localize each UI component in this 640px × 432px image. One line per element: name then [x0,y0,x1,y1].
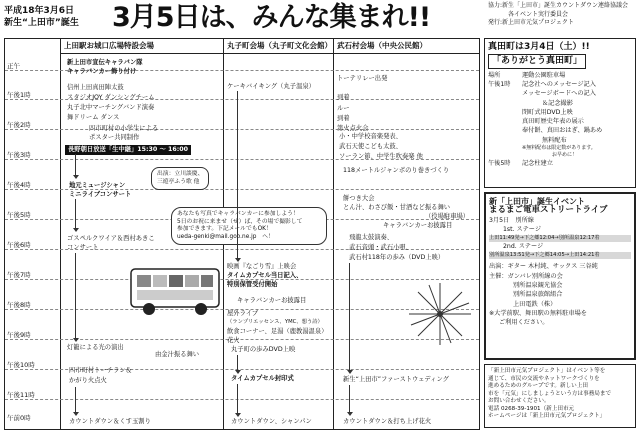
org-line: 発行:新上田市元気プロジェクト [488,19,574,27]
time-label: 午後1時 [488,80,511,88]
event-item: かがり火点火 [69,377,107,384]
event-item: 武石村118年の歩み（DVD上映） [349,254,445,261]
note-line: 市を「元気」にしましょうという方は事務局まで [488,390,612,397]
page-title: 3月5日は、みんな集まれ!! [112,2,431,33]
note: ※大学前駅、舞田駅の無料駐車場を [489,309,587,317]
event-item: 新上田市宣伝キャラバン隊 [67,59,143,66]
event-item: とん汁、わさび飯・甘酒など振る舞い [343,204,451,211]
event-item: 舞ドリーム ダンス [67,114,120,121]
time-label: 午後11時 [7,391,35,399]
live-title: 新「上田市」誕生イベント [489,197,585,206]
note-line: お問い合わせください。 [488,398,550,405]
date-block [4,6,92,29]
event-item: ケーキバイキング（丸子温泉） [227,83,315,90]
organizer-block [488,2,638,28]
program-item: 奉付餅、真田おはぎ、鍋あめ [522,127,603,135]
event-item: 地元ミュージシャン [69,182,126,189]
arrow-icon [349,263,350,371]
program-item: 閉町式用DVD上映 [522,108,573,116]
time-label: 午後2時 [7,121,31,129]
sanada-panel [484,38,636,188]
bubble-line: 参加できます。下記メールでもOK！ [177,226,272,233]
time-label: 午後6時 [7,241,31,249]
program-item: 無料配布 [542,136,567,144]
event-item: カウントダウン＆打ち上げ花火 [343,418,432,425]
divider [333,39,334,429]
arrow-icon [75,387,76,413]
time-label: 午後5時 [7,211,31,219]
event-item: 四市町村トーチラン＆ [69,367,132,374]
event-item: 丸子北中マーチングバンド演奏 [67,104,155,111]
arrow-icon [237,384,238,414]
divider [60,39,61,429]
time-label: 正午 [7,62,20,70]
field-label: 場所 [488,71,501,79]
event-item: 小・中学校音楽発表、 [339,133,402,140]
stage-detail: 別所温泉13:51発→下之郷14:05→上田14:21着 [489,252,631,260]
field-value: 運動公園駐車場 [522,71,566,79]
event-item: 武石天使こども太鼓、 [339,143,402,150]
event-item: ゴスペルクワイア＆西村あきこ [67,235,155,242]
live-date: 3月5日 別所線 [489,216,534,224]
fireworks-icon [405,279,475,349]
organizer: 別所温泉旅館組合 [513,291,563,299]
time-label: 午後1時 [7,91,31,99]
arrow-icon [75,154,76,176]
event-item: （ランプリエッセンス、YMC、想う詩） [227,319,323,325]
note: ※無料配布は限定数があります。 [522,145,596,152]
time-label: 午後7時 [7,271,31,279]
performers: 出演：ギター 木村純、サックス 三谷純 [489,263,598,271]
event-item: カウントダウン＆くす玉割り [69,418,151,425]
event-item: スタジオJOY ダンシングチーム [67,94,155,101]
time-label: 午後8時 [7,301,31,309]
event-item: ポスター共同制作 [89,134,140,141]
time-label: 午後3時 [7,151,31,159]
email-link[interactable]: ueda-genki@mail.goo.ne.jp へ！ [177,233,274,240]
note-line: ホームページは「新上田市元気プロジェクト」 [488,413,606,420]
note: お早めに！ [552,152,578,159]
time-label: 午前0時 [7,414,31,422]
subtitle: 新生“上田市”誕生 [4,17,79,28]
event-item: キャラバンカー飾り付け [67,68,137,75]
caravan-bus-icon [127,263,223,319]
program-item: 記念柱建立 [522,160,553,168]
organizer: 上田電鉄（株） [513,300,557,308]
event-item: 映画『なごり雪』上映会 [227,263,297,270]
event-item: 由金汁振る舞い [155,351,200,358]
time-label: 午後4時 [7,181,31,189]
time-label: 午後10時 [7,361,35,369]
program-item: 真田町歴史年表の展示 [522,118,584,126]
event-item: ソーラン節、中学生吹奏楽 他 [339,153,423,160]
program-item: ＆記念撮影 [542,99,573,107]
stage-detail: 上田11:49発→下之郷12:04→別所温泉12:17着 [489,235,631,243]
bubble-line: 5日のお祝に来ませ（せ）ば、その場で撮影して [177,218,303,225]
hour-line [5,399,479,400]
event-item: 灯籠による光の演出 [67,344,124,351]
note: ご利用ください。 [499,319,549,327]
event-item: ルー [337,105,350,112]
event-item: 丸子町の歩みDVD上映 [231,346,296,353]
guest-line: 三遊亭ふう歌 他 [157,178,200,185]
event-item: 四市町村の小学生による [89,125,159,132]
live-subtitle: まるまご電車ストリートライブ [489,205,608,216]
event-item: タイムカプセル当日記入、 [227,272,303,279]
organizer: 主催：ガンバレ別所線の会 [489,272,563,280]
time-label: 午後5時 [488,160,511,168]
broadcast-badge: 長野朝日放送「生中継」15:30 ～ 16:00 [65,145,191,155]
column-header-maruko: 丸子町会場（丸子町文化会館） [223,39,333,54]
event-item: トーテリレー出発 [337,75,388,82]
event-item: コンサート [67,244,99,251]
org-line: 各イベント実行委員会 [508,10,569,18]
event-item: 特別保管受付開始 [227,281,278,288]
arrow-icon [75,199,76,229]
guest-line: 出演：立川談慶、 [157,171,204,177]
event-item: キャラバンカーお披露目 [237,297,307,304]
column-header-takeshi: 武石村会場（中央公民館） [333,39,479,54]
note-line: 進めるためのグループです。新しい上田 [488,383,588,390]
time-label: 午後9時 [7,331,31,339]
event-item: （役場駐車場） [425,213,470,220]
event-item: 到着 [337,94,350,101]
project-note [484,364,636,428]
hour-line [5,129,479,130]
event-item: 武石音頭・武石小唄、 [349,244,412,251]
organizer: 別所温泉観光協会 [513,282,563,290]
event-item: 花火 [227,337,240,344]
program-item: メッセージボードへの記入 [522,90,596,98]
guest-bubble [151,167,209,190]
event-item: 信州上田真田陣太鼓 [67,84,124,91]
note-line: 電話 0268-39-1901（新上田市元 [488,405,575,412]
event-item: 飲食コーナー、足湯（鹿教湯温泉） [227,328,328,335]
arrow-icon [349,385,350,413]
event-item: カウントダウン、シャンパン [231,418,312,425]
schedule-table [4,38,480,430]
event-item: 餅つき大会 [343,195,375,202]
event-item: 到着 [337,115,350,122]
program-item: 記念社へのメッセージ記入 [522,80,596,88]
street-live-panel [484,192,636,360]
stage-label: 1st. ステージ [503,226,542,234]
bubble-line: あなたも写真でキャラバンカーに参加しよう！ [177,211,299,217]
note-line: 通じて、市民の交流やネットワークづくりを [488,375,600,382]
event-item: 第火点火会 [337,125,369,132]
sanada-title: 真田町は3月4日（土）!! [488,42,590,52]
event-item: 118メートルジャンボのり巻きづくり [343,167,450,174]
event-item: 飛龍太鼓演奏、 [349,234,394,241]
arrow-icon [75,253,76,339]
event-item: タイムカプセル封印式 [231,375,294,382]
issue-date: 平成18年3月6日 [4,6,75,16]
event-item: 屋外ライブ [227,310,259,317]
event-item: ミニライブコンサート [69,191,132,198]
arrow-icon [237,91,238,259]
event-item: キャラバンカーお披露目 [383,222,453,229]
column-header-ueda: 上田駅お城口広場特設会場 [60,39,223,54]
org-line: 協力:新生「上田市」誕生カウントダウン連絡協議会 [488,2,629,9]
event-item: 新生“上田市”ファーストウェディング [343,376,449,383]
photo-invite-bubble [171,207,327,245]
sanada-subtitle: 「ありがとう真田町」 [488,54,586,68]
stage-label: 2nd. ステージ [503,243,544,251]
arrow-icon [237,355,238,371]
note-line: 「新上田市元気プロジェクト」はイベント等を [488,368,606,374]
